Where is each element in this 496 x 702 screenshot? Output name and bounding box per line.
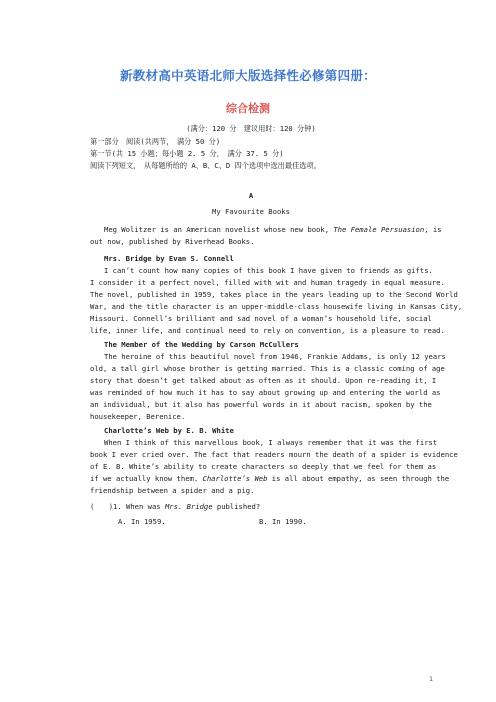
- option-a: A. In 1959.: [118, 517, 166, 526]
- passage-header: [90, 190, 412, 218]
- document-title: 新教材高中英语北师大版选择性必修第四册：: [119, 68, 376, 83]
- paragraph-line: life, inner life, and continual need to rely on convention, is a pleasure to read.: [90, 326, 445, 335]
- book3-heading: Charlotte’s Web by E. B. White: [104, 426, 234, 435]
- question-book-title: Mrs. Bridge: [164, 502, 213, 511]
- book2-heading: The Member of the Wedding by Carson McCullers: [104, 340, 299, 349]
- score-time-info: (满分：120 分 建议用时：120 分钟): [186, 124, 316, 133]
- paragraph-line: The heroine of this beautiful novel from 1946, Frankie Addams, is only 12 years: [104, 352, 446, 361]
- option-b: B. In 1990.: [259, 517, 307, 526]
- paragraph-line: The novel, published in 1959, takes place in the years leading up to the Second World: [90, 290, 458, 299]
- question-1: [90, 501, 412, 513]
- document-subtitle: 综合检测: [226, 102, 270, 115]
- paragraph-line: [90, 473, 450, 485]
- page-number: 1: [429, 675, 434, 683]
- intro-line: [90, 224, 442, 236]
- book3-paragraph: [90, 437, 458, 497]
- intro-text-end: , is: [424, 225, 442, 234]
- paragraph-text: is all about empathy, as seen through the: [267, 474, 450, 483]
- exam-instructions: [90, 136, 412, 172]
- book1-heading: Mrs. Bridge by Evan S. Connell: [104, 254, 234, 263]
- passage-letter: A: [248, 191, 254, 200]
- part-heading: 第一部分 阅读(共两节， 满分 50 分): [90, 137, 221, 146]
- paragraph-line: I can’t count how many copies of this book I have given to friends as gifts.: [104, 266, 433, 275]
- paragraph-text: if we actually know them.: [90, 474, 203, 483]
- section-heading: 第一节(共 15 小题；每小题 2. 5 分， 满分 37. 5 分): [90, 149, 284, 158]
- intro-book-title: The Female Persuasion: [333, 225, 425, 234]
- book1-paragraph: [90, 265, 463, 337]
- intro-text: Meg Wolitzer is an American novelist whose new book,: [104, 225, 334, 234]
- question-suffix: published?: [212, 502, 261, 511]
- exam-meta: [90, 123, 412, 135]
- book3-title-italic: Charlotte’s Web: [202, 474, 268, 483]
- intro-line: out now, published by Riverhead Books.: [90, 237, 255, 246]
- paragraph-line: Missouri. Connell’s brilliant and sad novel of a woman’s household life, social: [90, 314, 432, 323]
- paragraph-line: friendship between a spider and a pig.: [90, 486, 255, 495]
- book2-paragraph: [90, 351, 446, 423]
- paragraph-line: old, a tall girl whose brother is getting married. This is a classic coming of age: [90, 364, 445, 373]
- passage-title: My Favourite Books: [212, 207, 290, 216]
- paragraph-line: of E. B. White’s ability to create characters so deeply that we feel for them as: [90, 462, 437, 471]
- paragraph-line: I consider it a perfect novel, filled with wit and human tragedy in equal measure.: [90, 278, 445, 287]
- passage-body: [90, 224, 463, 528]
- question-1-options: [90, 516, 412, 528]
- paragraph-line: War, and the title character is an upper-middle-class housewife living in Kansas City,: [90, 302, 463, 311]
- paragraph-line: an individual, but it also has powerful words in it about racism, spoken by the: [90, 400, 432, 409]
- paragraph-line: was reminded of how much it has to say about growing up and entering the world as: [90, 388, 441, 397]
- paragraph-line: housekeeper, Berenice.: [90, 412, 186, 421]
- paragraph-line: book I ever cried over. The fact that readers mourn the death of a spider is evidence: [90, 450, 458, 459]
- question-prefix: ( )1. When was: [90, 502, 165, 511]
- instruction-text: 阅读下列短文， 从每题所给的 A、B、C、D 四个选项中选出最佳选项。: [90, 161, 321, 170]
- paragraph-line: story that doesn’t get talked about as often as it should. Upon re-reading it, I: [90, 376, 437, 385]
- paragraph-line: When I think of this marvellous book, I always remember that it was the first: [104, 438, 438, 447]
